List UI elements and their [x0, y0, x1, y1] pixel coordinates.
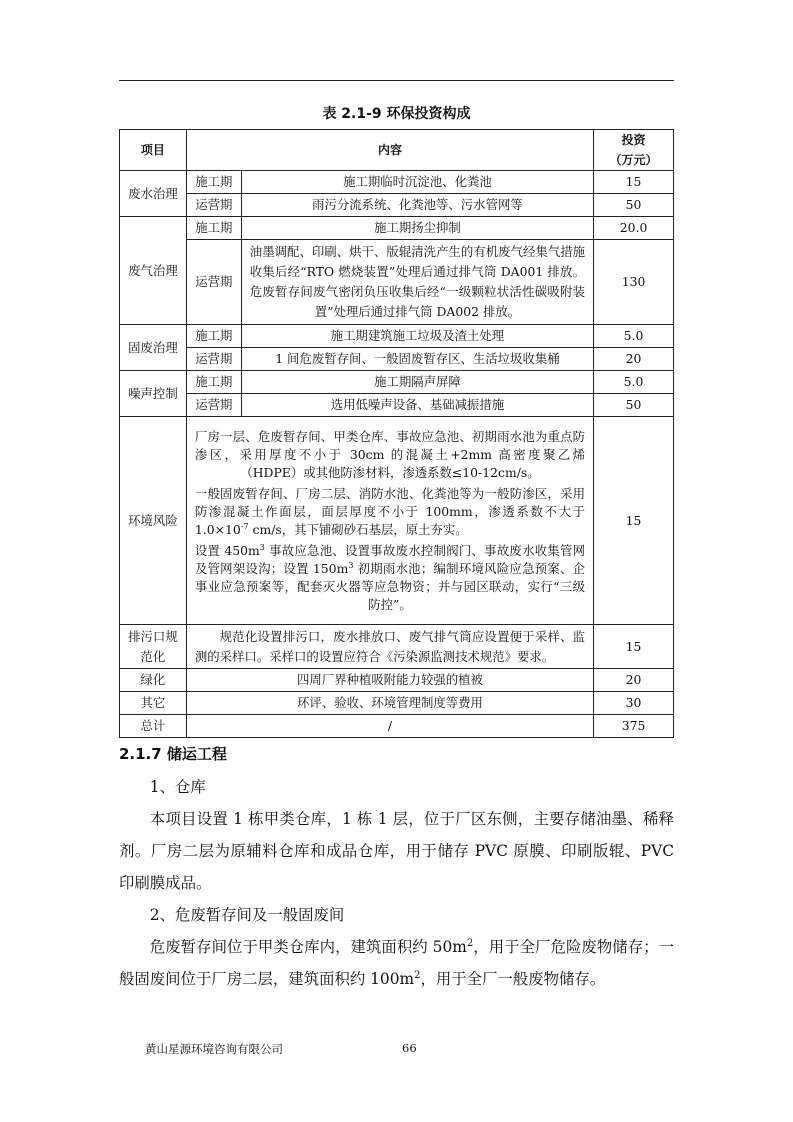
row-phase: 运营期	[186, 348, 241, 371]
section-title: 2.1.7 储运工程	[119, 745, 227, 763]
paragraph-waste-storage: 危废暂存间位于甲类仓库内，建筑面积约 $50m^2$，用于全厂危险废物储存；一般固废间位于厂房二层，建筑面积约 $100m^2$，用于全厂一般废物储存。	[119, 937, 674, 988]
table-row	[120, 625, 674, 669]
row-content: 雨污分流系统、化粪池等、污水管网等	[241, 194, 593, 217]
row-value: 50	[594, 194, 674, 217]
subsection-waste-storage: 2、危废暂存间及一般固废间	[149, 906, 345, 924]
row-item: 环境风险	[120, 417, 187, 625]
header-invest: 投资 （万元）	[594, 130, 674, 171]
table-row	[120, 715, 674, 738]
row-phase: 施工期	[186, 171, 241, 194]
row-phase: 运营期	[186, 394, 241, 417]
row-item: 噪声控制	[120, 371, 187, 417]
footer-company: 黄山星源环境咨询有限公司	[145, 1042, 283, 1056]
row-content: 施工期隔声屏障	[241, 371, 593, 394]
table-row	[120, 194, 674, 217]
row-content: /	[186, 715, 593, 738]
risk-para-3: 设置 $450m^3$ 事故应急池、设置事故废水控制阀门、事故废水收集管网及管网架设沟；设置 $150m^3$ 初期雨水池；编制环境风险应急预案、企事业应急预案等，配套灭火器等应急物资；并与园区联动，实行“三级防控”。	[194, 542, 586, 612]
row-value: 30	[594, 692, 674, 715]
row-value: 15	[594, 625, 674, 669]
row-phase: 运营期	[186, 194, 241, 217]
table-row	[120, 240, 674, 325]
row-content: 1 间危废暂存间、一般固废暂存区、生活垃圾收集桶	[241, 348, 593, 371]
row-phase: 运营期	[186, 240, 241, 325]
row-value: 5.0	[594, 325, 674, 348]
row-value: 15	[594, 171, 674, 194]
table-row	[120, 417, 674, 625]
row-value: 5.0	[594, 371, 674, 394]
row-value: 50	[594, 394, 674, 417]
row-item: 总计	[120, 715, 187, 738]
row-content: 四周厂界种植吸附能力较强的植被	[186, 669, 593, 692]
row-content	[186, 417, 593, 625]
header-rule	[119, 80, 674, 81]
table-row	[120, 692, 674, 715]
header-content: 内容	[186, 130, 593, 171]
risk-para-1: 厂房一层、危废暂存间、甲类仓库、事故应急池、初期雨水池为重点防渗区，采用厚度不小于 30cm 的混凝土+2mm 高密度聚乙烯（HDPE）或其他防渗材料，渗透系数≤10-12cm/s。	[194, 428, 586, 480]
subsection-warehouse: 1、仓库	[149, 778, 206, 796]
row-value: 20.0	[594, 217, 674, 240]
row-content: 环评、验收、环境管理制度等费用	[186, 692, 593, 715]
table-row	[120, 371, 674, 394]
table-row	[120, 325, 674, 348]
table-row	[120, 171, 674, 194]
investment-table	[119, 129, 674, 738]
row-content: 施工期临时沉淀池、化粪池	[241, 171, 593, 194]
row-value: 130	[594, 240, 674, 325]
row-content: 油墨调配、印刷、烘干、版辊清洗产生的有机废气经集气措施收集后经“RTO 燃烧装置”处理后通过排气筒 DA001 排放。危废暂存间废气密闭负压收集后经“一级颗粒状活性碳吸附装置”处理后通过排气筒 DA002 排放。	[241, 240, 593, 325]
row-phase: 施工期	[186, 371, 241, 394]
table-row	[120, 217, 674, 240]
table-header-row	[120, 130, 674, 171]
table-row	[120, 348, 674, 371]
row-content: 施工期建筑施工垃圾及渣土处理	[241, 325, 593, 348]
row-item: 绿化	[120, 669, 187, 692]
table-row	[120, 669, 674, 692]
row-value: 15	[594, 417, 674, 625]
row-phase: 施工期	[186, 217, 241, 240]
row-value: 20	[594, 669, 674, 692]
table-title: 表 2.1-9 环保投资构成	[322, 106, 471, 122]
table-row	[120, 394, 674, 417]
row-item: 废气治理	[120, 217, 187, 325]
header-item: 项目	[120, 130, 187, 171]
paragraph-warehouse: 本项目设置 1 栋甲类仓库，1 栋 1 层，位于厂区东侧，主要存储油墨、稀释剂。厂房二层为原辅料仓库和成品仓库，用于储存 PVC 原膜、印刷版辊、PVC 印刷膜成品。	[119, 810, 674, 892]
row-phase: 施工期	[186, 325, 241, 348]
row-value: 375	[594, 715, 674, 738]
row-value: 20	[594, 348, 674, 371]
risk-para-2: 一般固废暂存间、厂房二层、消防水池、化粪池等为一般防渗区，采用防渗混凝土作面层，面层厚度不小于 100mm，渗透系数不大于 $1.0\times 10^{-7}$ cm/s，其下铺砌砂石基层，原土夯实。	[194, 485, 586, 537]
row-item: 固废治理	[120, 325, 187, 371]
row-content: 施工期扬尘抑制	[241, 217, 593, 240]
row-content: 规范化设置排污口，废水排放口、废气排气筒应设置便于采样、监测的采样口。采样口的设置应符合《污染源监测技术规范》要求。	[186, 625, 593, 669]
row-item: 排污口规 范化	[120, 625, 187, 669]
row-item: 其它	[120, 692, 187, 715]
page-number: 66	[402, 1041, 417, 1055]
row-content: 选用低噪声设备、基础减振措施	[241, 394, 593, 417]
row-item: 废水治理	[120, 171, 187, 217]
